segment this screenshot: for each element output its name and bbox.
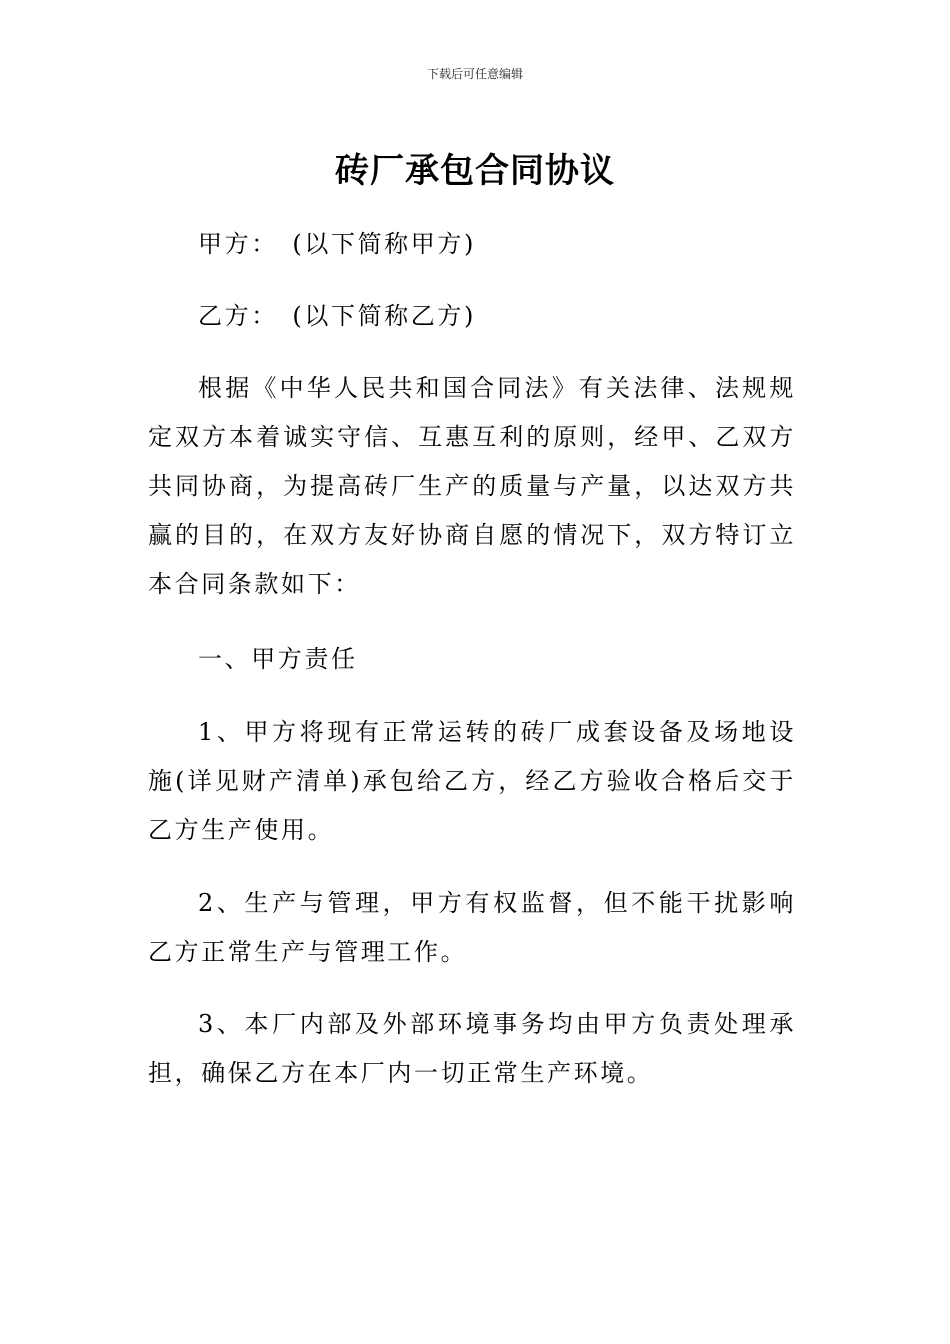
clause-1: 1、甲方将现有正常运转的砖厂成套设备及场地设施(详见财产清单)承包给乙方，经乙方验收合格后交于乙方生产使用。 [148, 718, 796, 844]
document-title: 砖厂承包合同协议 [335, 151, 615, 191]
intro-paragraph: 根据《中华人民共和国合同法》有关法律、法规规定双方本着诚实守信、互惠互利的原则，经甲、乙双方共同协商，为提高砖厂生产的质量与产量，以达双方共赢的目的，在双方友好协商自愿的情况下，双方特订立本合同条款如下： [148, 374, 796, 598]
header-note: 下载后可任意编辑 [426, 67, 523, 81]
clause-3: 3、本厂内部及外部环境事务均由甲方负责处理承担，确保乙方在本厂内一切正常生产环境。 [148, 1010, 796, 1087]
section-heading-party-a-duties: 一、甲方责任 [198, 645, 358, 673]
party-b-line: 乙方： (以下简称乙方) [198, 302, 476, 330]
clause-2: 2、生产与管理，甲方有权监督，但不能干扰影响乙方正常生产与管理工作。 [148, 889, 796, 966]
party-a-line: 甲方： (以下简称甲方) [198, 230, 476, 258]
